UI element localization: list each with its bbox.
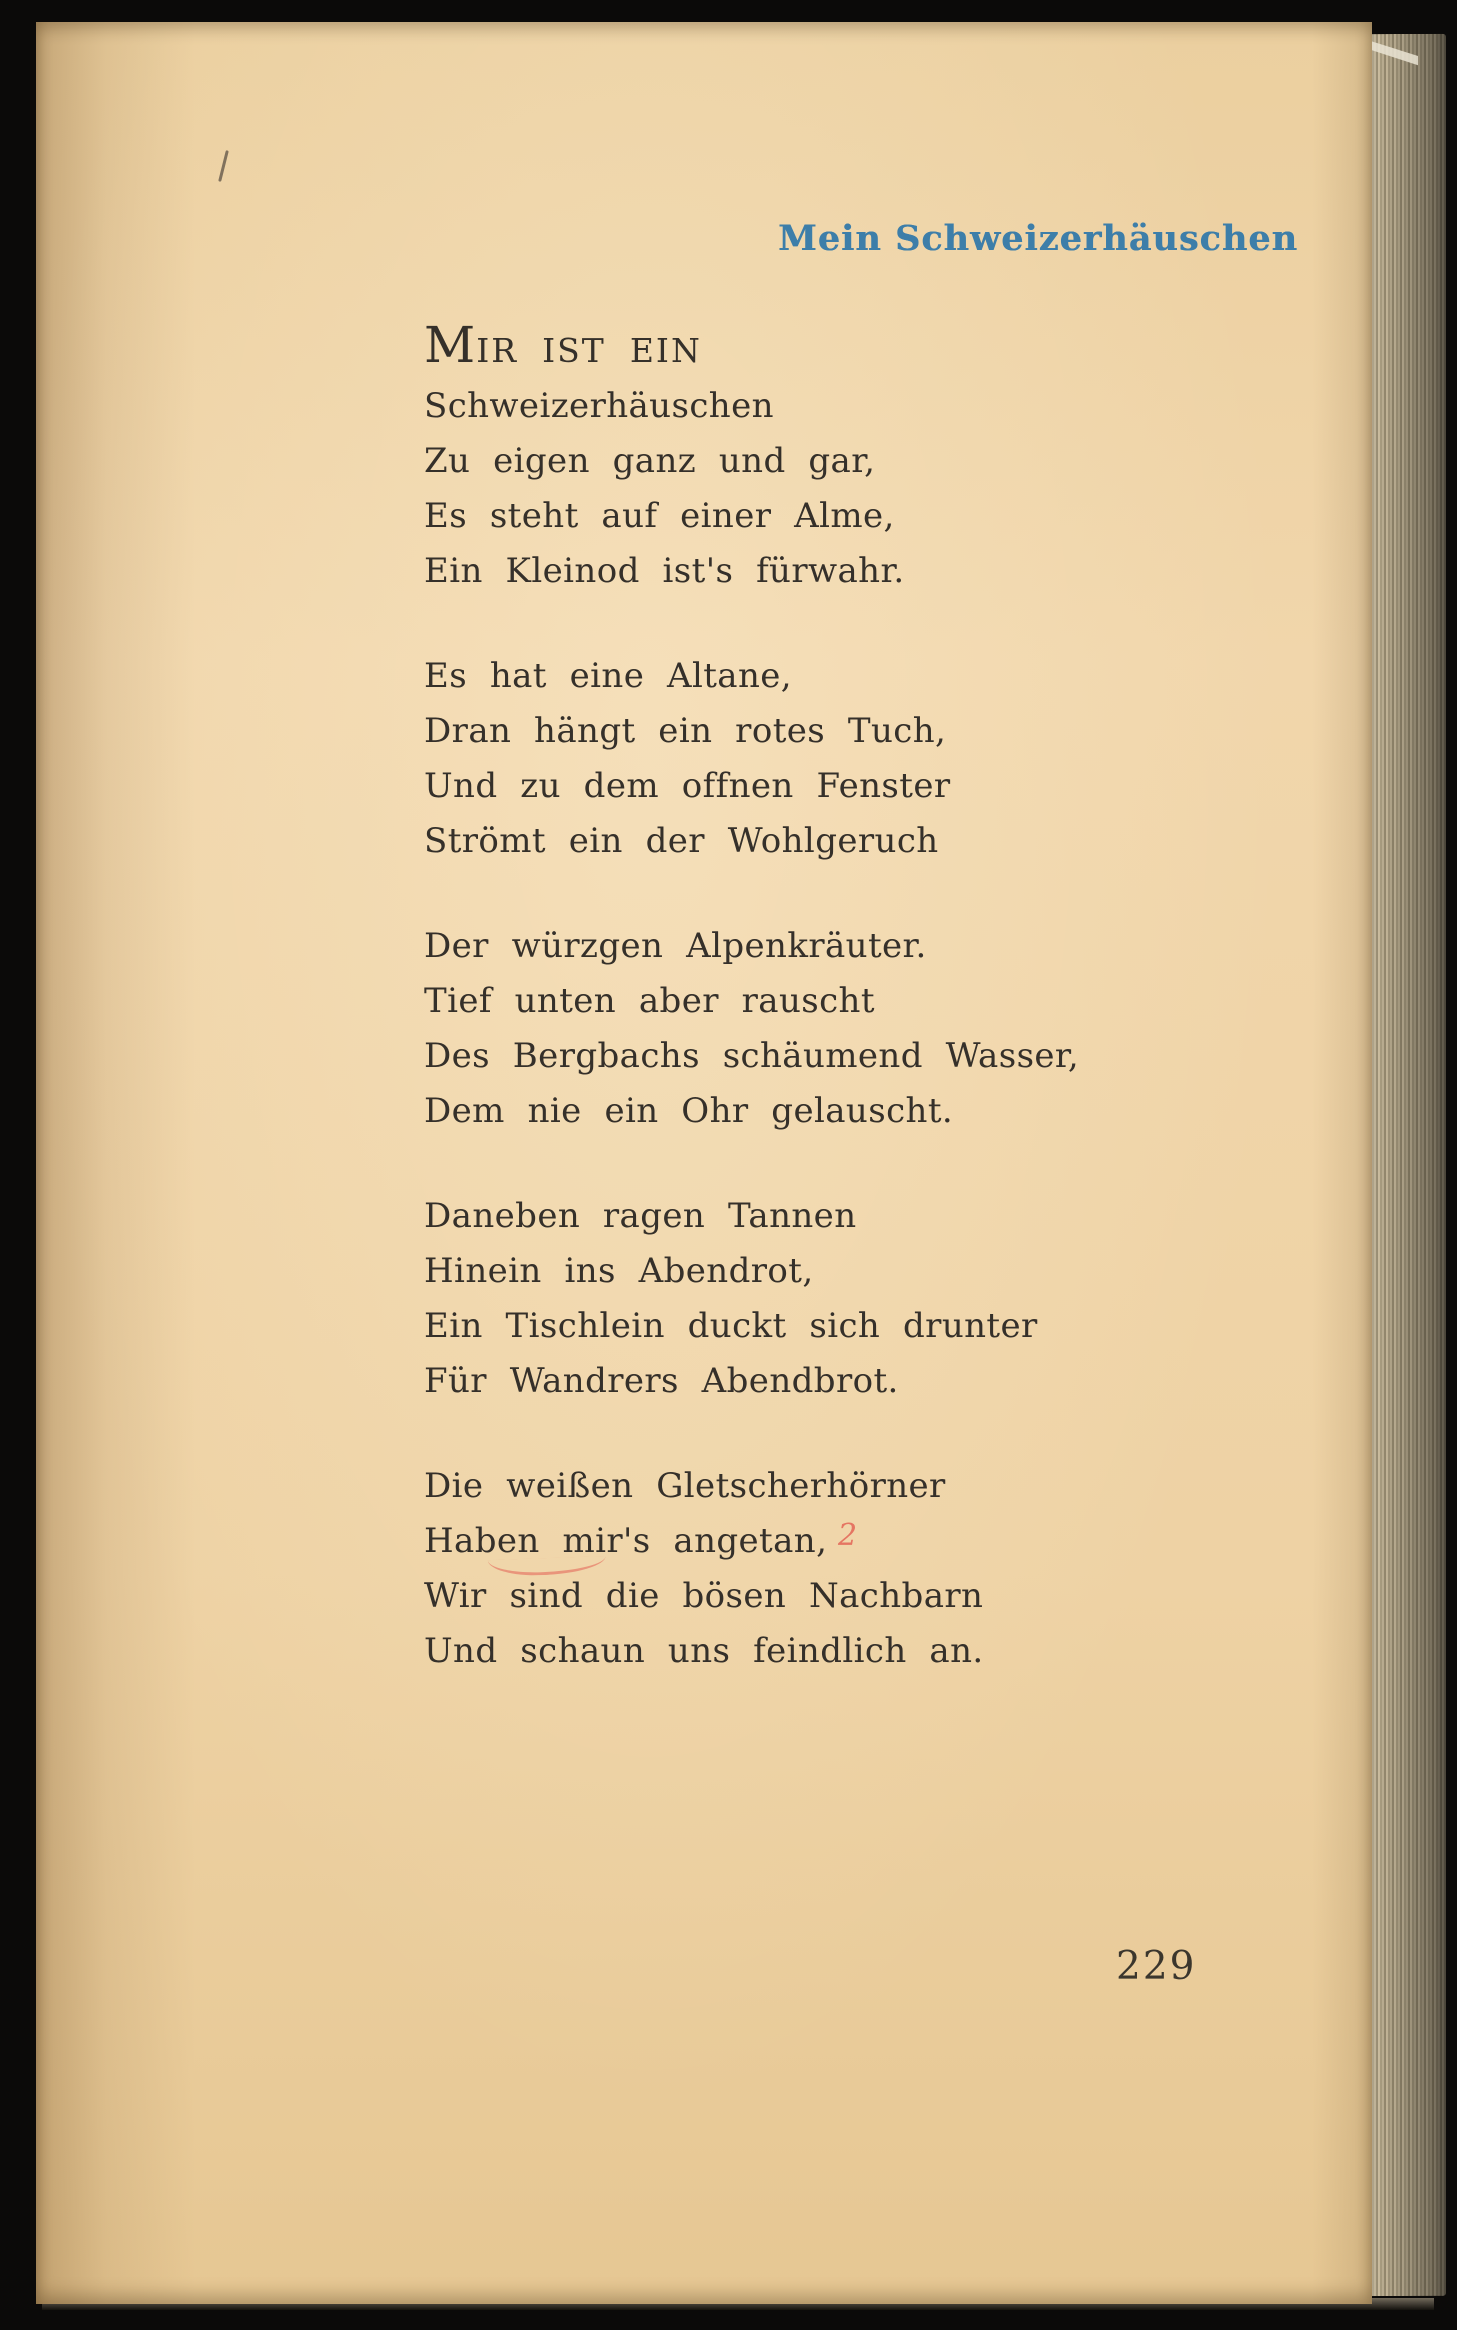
poem-line: Dran hängt ein rotes Tuch, [424,711,947,751]
running-header: Mein Schweizerhäuschen [778,218,1298,259]
poem-line: Und zu dem offnen Fenster [424,766,951,806]
poem-line: Zu eigen ganz und gar, [424,441,876,481]
poem-line: Des Bergbachs schäumend Wasser, [424,1036,1080,1076]
page-number: 229 [1116,1944,1197,1989]
poem-line: Der würzgen Alpenkräuter. [424,926,927,966]
poem-line: Die weißen Gletscherhörner [424,1466,946,1506]
poem-line: Daneben ragen Tannen [424,1196,857,1236]
poem-line: Schweizerhäuschen [424,386,774,426]
poem-line: Wir sind die bösen Nachbarn [424,1576,984,1616]
stanza-1 [424,318,1079,599]
book-page [36,22,1372,2304]
poem [424,318,1079,1729]
poem-line: Haben mir's angetan, [424,1521,828,1561]
stanza-2 [424,649,1079,869]
poem-line: Tief unten aber rauscht [424,981,875,1021]
book-page-edges [1362,34,1446,2296]
poem-line: Und schaun uns feindlich an. [424,1631,984,1671]
opening-small-caps: IR IST EIN [476,331,702,370]
pen-mark [218,150,229,182]
stanza-4 [424,1189,1079,1409]
red-pencil-mark: 2 [838,1518,858,1553]
poem-line: Ein Tischlein duckt sich drunter [424,1306,1038,1346]
poem-line: Für Wandrers Abendbrot. [424,1361,899,1401]
poem-line: Dem nie ein Ohr gelauscht. [424,1091,954,1131]
poem-line: Es steht auf einer Alme, [424,496,895,536]
stanza-3 [424,919,1079,1139]
poem-line: Es hat eine Altane, [424,656,793,696]
drop-cap: M [424,316,477,374]
poem-line: Strömt ein der Wohlgeruch [424,821,939,861]
poem-line: Hinein ins Abendrot, [424,1251,814,1291]
poem-line [424,318,1079,379]
poem-line: Ein Kleinod ist's fürwahr. [424,551,905,591]
